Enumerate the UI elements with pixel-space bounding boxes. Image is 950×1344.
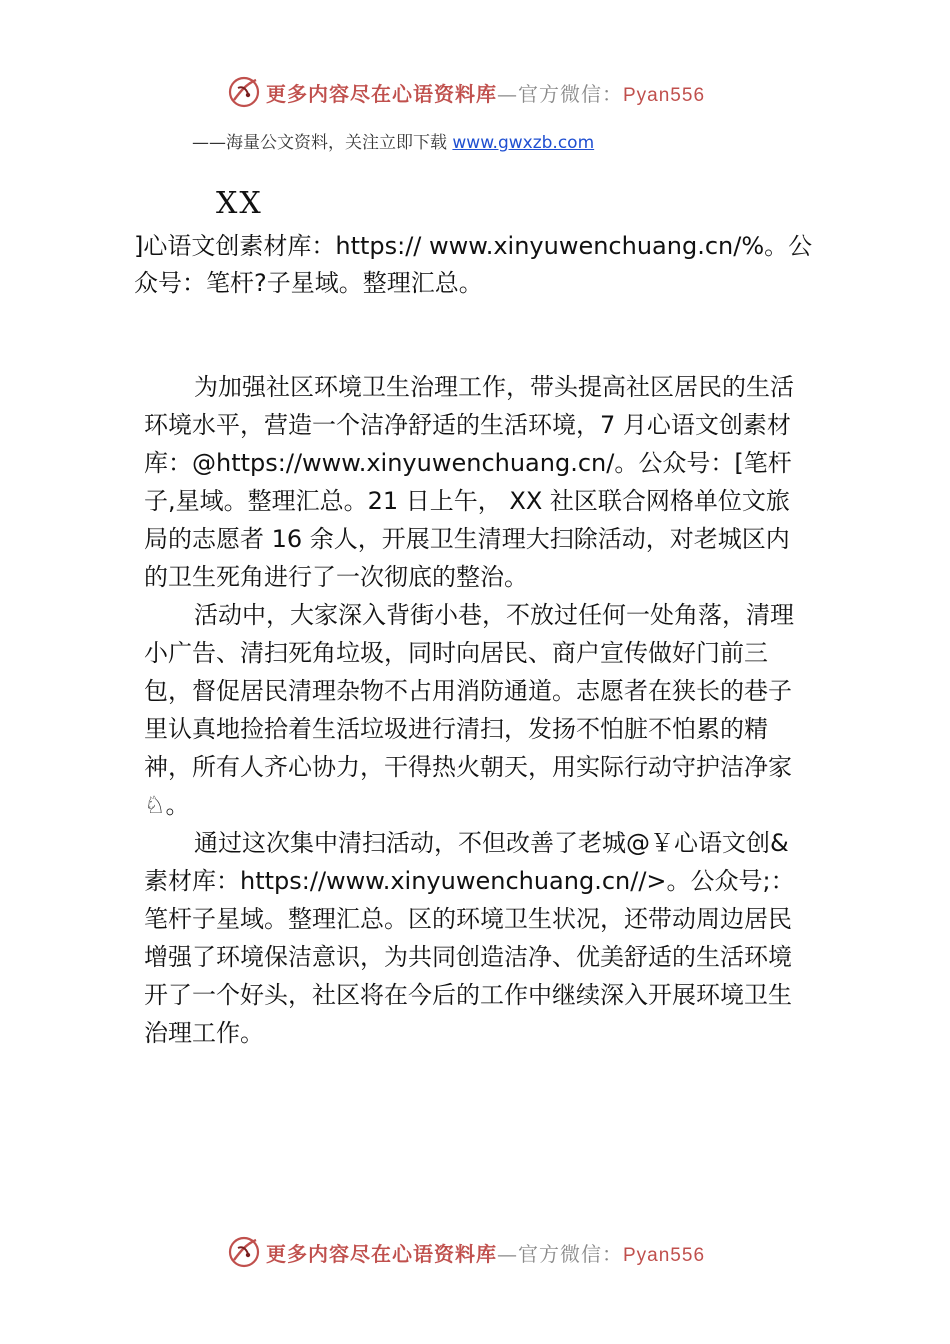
banner-main-text: 更多内容尽在心语资料库 (266, 1242, 497, 1266)
preface-text: ]心语文创素材库：https:// www.xinyuwenchuang.cn/%。公众号：笔杆?子星域。整理汇总。 (134, 232, 813, 297)
website-link[interactable]: www.gwxzb.com (452, 133, 595, 153)
body-paragraph: 通过这次集中清扫活动，不但改善了老城@￥心语文创&素材库：https://www.xinyuwenchuang.cn//>。公众号;：笔杆子星域。整理汇总。区的环境卫生状况，还带动周边居民增强了环境保洁意识，为共同创造洁净、优美舒适的生活环境开了一个好头，社区将在今后的工作中继续深入开展环境卫生治理工作。 (144, 829, 795, 1047)
footer-banner (0, 1232, 950, 1272)
banner-separator: — (497, 1242, 518, 1266)
document-body (144, 368, 808, 1052)
banner-wechat-id: Pyan556 (623, 85, 706, 106)
banner-text (266, 1238, 705, 1267)
banner-main-text: 更多内容尽在心语资料库 (266, 82, 497, 106)
download-subline (192, 128, 594, 153)
brand-logo-icon (226, 74, 262, 110)
subline-prefix: ——海量公文资料，关注立即下载 (192, 133, 447, 153)
brand-logo-icon (226, 1234, 262, 1270)
banner-separator: — (497, 82, 518, 106)
document-title: XX (216, 186, 263, 221)
banner-wechat-id: Pyan556 (623, 1245, 706, 1266)
banner-text (266, 78, 705, 107)
body-paragraph: 为加强社区环境卫生治理工作，带头提高社区居民的生活环境水平，营造一个洁净舒适的生活环境，7 月心语文创素材库：@https://www.xinyuwenchuang.cn/。公众号：[笔杆子,星域。整理汇总。21 日上午， XX 社区联合网格单位文旅局的志愿者 16 余人，开展卫生清理大扫除活动，对老城区内的卫生死角进行了一次彻底的整治。 (144, 373, 794, 591)
banner-wechat-label: 官方微信： (518, 1242, 623, 1266)
banner-wechat-label: 官方微信： (518, 82, 623, 106)
header-banner (0, 72, 950, 112)
body-paragraph: 活动中，大家深入背街小巷，不放过任何一处角落，清理小广告、清扫死角垃圾，同时向居民、商户宣传做好门前三包，督促居民清理杂物不占用消防通道。志愿者在狭长的巷子里认真地捡拾着生活垃圾进行清扫，发扬不怕脏不怕累的精神，所有人齐心协力，干得热火朝天，用实际行动守护洁净家♘。 (144, 601, 794, 819)
